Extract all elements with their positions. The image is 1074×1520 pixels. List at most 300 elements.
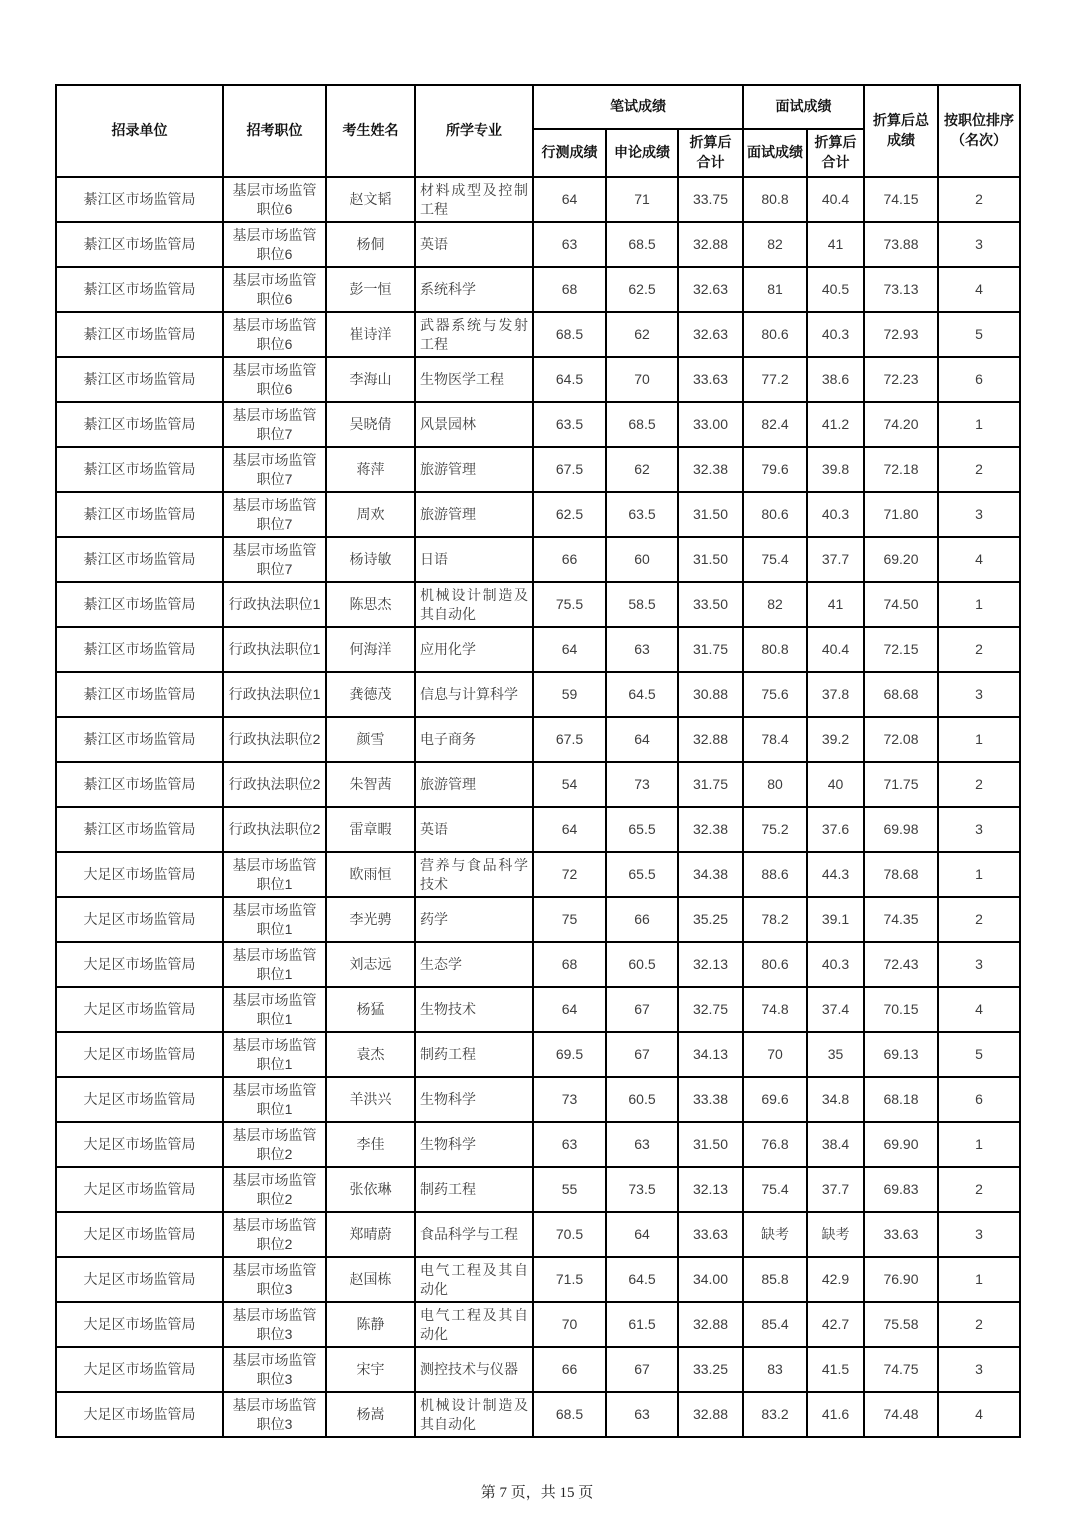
cell-written-converted: 32.63 (678, 312, 743, 357)
col-header-shenlun: 申论成绩 (606, 129, 678, 177)
cell-written-converted: 31.75 (678, 627, 743, 672)
cell-written-converted: 34.13 (678, 1032, 743, 1077)
cell-total-score: 75.58 (864, 1302, 938, 1347)
table-row (56, 1347, 1020, 1392)
cell-unit: 綦江区市场监管局 (56, 357, 223, 402)
cell-xingce-score: 70.5 (533, 1212, 606, 1257)
cell-rank: 1 (938, 582, 1020, 627)
table-row (56, 267, 1020, 312)
cell-major: 电气工程及其自动化 (415, 1257, 533, 1302)
col-header-total (864, 85, 938, 177)
cell-shenlun-score: 70 (606, 357, 678, 402)
cell-shenlun-score: 68.5 (606, 402, 678, 447)
cell-interview-converted: 40.4 (807, 627, 864, 672)
cell-major: 应用化学 (415, 627, 533, 672)
cell-major: 英语 (415, 222, 533, 267)
table-row (56, 447, 1020, 492)
table-row (56, 717, 1020, 762)
cell-xingce-score: 55 (533, 1167, 606, 1212)
col-header-written-converted-label: 折算后合计 (689, 134, 732, 170)
cell-total-score: 71.75 (864, 762, 938, 807)
cell-interview-converted: 41.6 (807, 1392, 864, 1437)
cell-written-converted: 32.75 (678, 987, 743, 1032)
cell-xingce-score: 68.5 (533, 1392, 606, 1437)
cell-xingce-score: 75.5 (533, 582, 606, 627)
cell-shenlun-score: 64 (606, 717, 678, 762)
cell-name: 赵文韬 (326, 177, 415, 222)
cell-total-score: 74.20 (864, 402, 938, 447)
cell-name: 杨诗敏 (326, 537, 415, 582)
cell-unit: 綦江区市场监管局 (56, 717, 223, 762)
cell-interview-score: 75.4 (743, 537, 807, 582)
cell-shenlun-score: 64.5 (606, 1257, 678, 1302)
cell-written-converted: 32.88 (678, 1302, 743, 1347)
cell-interview-score: 83.2 (743, 1392, 807, 1437)
cell-interview-converted: 37.8 (807, 672, 864, 717)
cell-shenlun-score: 63 (606, 1392, 678, 1437)
col-header-written-group: 笔试成绩 (533, 85, 743, 129)
cell-xingce-score: 68 (533, 267, 606, 312)
cell-written-converted: 32.63 (678, 267, 743, 312)
cell-rank: 1 (938, 1257, 1020, 1302)
col-header-interview-converted-label: 折算后合计 (814, 134, 857, 170)
cell-position: 行政执法职位2 (223, 762, 326, 807)
cell-interview-score: 81 (743, 267, 807, 312)
cell-total-score: 72.08 (864, 717, 938, 762)
cell-interview-score: 缺考 (743, 1212, 807, 1257)
cell-major: 制药工程 (415, 1167, 533, 1212)
cell-interview-score: 76.8 (743, 1122, 807, 1167)
cell-unit: 大足区市场监管局 (56, 1032, 223, 1077)
cell-rank: 2 (938, 1167, 1020, 1212)
cell-interview-converted: 39.1 (807, 897, 864, 942)
table-row (56, 762, 1020, 807)
table-row (56, 627, 1020, 672)
cell-interview-score: 82.4 (743, 402, 807, 447)
cell-xingce-score: 64 (533, 177, 606, 222)
cell-unit: 大足区市场监管局 (56, 1257, 223, 1302)
cell-major: 生物科学 (415, 1077, 533, 1122)
cell-major: 英语 (415, 807, 533, 852)
cell-rank: 4 (938, 537, 1020, 582)
cell-position: 基层市场监管职位1 (223, 852, 326, 897)
cell-position: 基层市场监管职位1 (223, 942, 326, 987)
cell-interview-converted: 41 (807, 222, 864, 267)
cell-total-score: 69.90 (864, 1122, 938, 1167)
cell-written-converted: 33.63 (678, 357, 743, 402)
cell-unit: 綦江区市场监管局 (56, 177, 223, 222)
cell-position: 基层市场监管职位1 (223, 897, 326, 942)
col-header-rank: 按职位排序（名次） (938, 85, 1020, 177)
cell-interview-score: 82 (743, 582, 807, 627)
cell-xingce-score: 63 (533, 1122, 606, 1167)
cell-interview-converted: 40.3 (807, 942, 864, 987)
cell-rank: 3 (938, 672, 1020, 717)
cell-interview-converted: 44.3 (807, 852, 864, 897)
cell-interview-score: 78.2 (743, 897, 807, 942)
cell-position: 基层市场监管职位3 (223, 1257, 326, 1302)
cell-shenlun-score: 61.5 (606, 1302, 678, 1347)
cell-xingce-score: 66 (533, 537, 606, 582)
cell-name: 杨猛 (326, 987, 415, 1032)
col-header-interview-converted (807, 129, 864, 177)
cell-interview-converted: 38.6 (807, 357, 864, 402)
col-header-total-label: 折算后总成绩 (873, 112, 929, 148)
cell-total-score: 78.68 (864, 852, 938, 897)
cell-major: 生态学 (415, 942, 533, 987)
cell-interview-score: 79.6 (743, 447, 807, 492)
cell-interview-score: 69.6 (743, 1077, 807, 1122)
cell-total-score: 73.13 (864, 267, 938, 312)
cell-written-converted: 31.50 (678, 537, 743, 582)
cell-position: 行政执法职位2 (223, 807, 326, 852)
cell-major: 机械设计制造及其自动化 (415, 1392, 533, 1437)
cell-name: 吴晓倩 (326, 402, 415, 447)
cell-interview-converted: 39.8 (807, 447, 864, 492)
cell-position: 行政执法职位1 (223, 672, 326, 717)
cell-name: 颜雪 (326, 717, 415, 762)
cell-written-converted: 33.25 (678, 1347, 743, 1392)
table-row (56, 312, 1020, 357)
cell-xingce-score: 64 (533, 627, 606, 672)
table-row (56, 1167, 1020, 1212)
cell-xingce-score: 68 (533, 942, 606, 987)
cell-total-score: 74.50 (864, 582, 938, 627)
table-row (56, 987, 1020, 1032)
col-header-major: 所学专业 (415, 85, 533, 177)
cell-interview-converted: 40.5 (807, 267, 864, 312)
cell-major: 制药工程 (415, 1032, 533, 1077)
cell-unit: 大足区市场监管局 (56, 942, 223, 987)
table-row (56, 357, 1020, 402)
cell-total-score: 72.93 (864, 312, 938, 357)
cell-shenlun-score: 63.5 (606, 492, 678, 537)
cell-written-converted: 32.38 (678, 807, 743, 852)
cell-interview-score: 83 (743, 1347, 807, 1392)
cell-major: 生物科学 (415, 1122, 533, 1167)
cell-xingce-score: 64 (533, 987, 606, 1032)
cell-rank: 2 (938, 1302, 1020, 1347)
table-row (56, 1257, 1020, 1302)
cell-interview-score: 82 (743, 222, 807, 267)
cell-interview-converted: 39.2 (807, 717, 864, 762)
cell-written-converted: 34.00 (678, 1257, 743, 1302)
cell-major: 生物医学工程 (415, 357, 533, 402)
cell-xingce-score: 63 (533, 222, 606, 267)
cell-position: 基层市场监管职位6 (223, 312, 326, 357)
cell-shenlun-score: 67 (606, 1347, 678, 1392)
cell-major: 机械设计制造及其自动化 (415, 582, 533, 627)
cell-unit: 大足区市场监管局 (56, 897, 223, 942)
cell-position: 基层市场监管职位6 (223, 222, 326, 267)
cell-rank: 3 (938, 807, 1020, 852)
cell-name: 宋宇 (326, 1347, 415, 1392)
cell-xingce-score: 59 (533, 672, 606, 717)
col-header-name: 考生姓名 (326, 85, 415, 177)
cell-position: 基层市场监管职位6 (223, 177, 326, 222)
table-row (56, 807, 1020, 852)
cell-written-converted: 33.00 (678, 402, 743, 447)
cell-xingce-score: 71.5 (533, 1257, 606, 1302)
cell-total-score: 72.15 (864, 627, 938, 672)
table-row (56, 1212, 1020, 1257)
cell-rank: 5 (938, 1032, 1020, 1077)
cell-shenlun-score: 68.5 (606, 222, 678, 267)
cell-name: 崔诗洋 (326, 312, 415, 357)
cell-unit: 綦江区市场监管局 (56, 492, 223, 537)
cell-shenlun-score: 65.5 (606, 807, 678, 852)
table-row (56, 582, 1020, 627)
cell-written-converted: 32.13 (678, 942, 743, 987)
cell-unit: 綦江区市场监管局 (56, 627, 223, 672)
cell-interview-converted: 37.4 (807, 987, 864, 1032)
cell-total-score: 69.20 (864, 537, 938, 582)
cell-written-converted: 32.13 (678, 1167, 743, 1212)
cell-shenlun-score: 63 (606, 1122, 678, 1167)
cell-xingce-score: 69.5 (533, 1032, 606, 1077)
cell-written-converted: 32.88 (678, 222, 743, 267)
cell-written-converted: 33.63 (678, 1212, 743, 1257)
cell-interview-converted: 42.9 (807, 1257, 864, 1302)
cell-interview-score: 88.6 (743, 852, 807, 897)
cell-rank: 2 (938, 762, 1020, 807)
cell-unit: 綦江区市场监管局 (56, 807, 223, 852)
cell-written-converted: 34.38 (678, 852, 743, 897)
cell-name: 蒋萍 (326, 447, 415, 492)
cell-total-score: 72.18 (864, 447, 938, 492)
cell-xingce-score: 67.5 (533, 447, 606, 492)
cell-xingce-score: 54 (533, 762, 606, 807)
cell-position: 基层市场监管职位3 (223, 1302, 326, 1347)
cell-name: 刘志远 (326, 942, 415, 987)
cell-total-score: 74.75 (864, 1347, 938, 1392)
cell-interview-score: 77.2 (743, 357, 807, 402)
cell-written-converted: 33.50 (678, 582, 743, 627)
cell-position: 基层市场监管职位2 (223, 1122, 326, 1167)
cell-interview-converted: 41.5 (807, 1347, 864, 1392)
cell-interview-score: 80.6 (743, 312, 807, 357)
cell-interview-score: 78.4 (743, 717, 807, 762)
cell-total-score: 72.43 (864, 942, 938, 987)
cell-written-converted: 32.38 (678, 447, 743, 492)
cell-unit: 綦江区市场监管局 (56, 762, 223, 807)
cell-shenlun-score: 67 (606, 1032, 678, 1077)
col-header-interview-group: 面试成绩 (743, 85, 864, 129)
cell-interview-score: 74.8 (743, 987, 807, 1032)
cell-xingce-score: 73 (533, 1077, 606, 1122)
cell-position: 行政执法职位2 (223, 717, 326, 762)
cell-unit: 大足区市场监管局 (56, 1077, 223, 1122)
cell-written-converted: 31.50 (678, 492, 743, 537)
cell-position: 基层市场监管职位7 (223, 447, 326, 492)
cell-unit: 大足区市场监管局 (56, 852, 223, 897)
table-row (56, 222, 1020, 267)
cell-rank: 2 (938, 897, 1020, 942)
col-header-written-converted (678, 129, 743, 177)
cell-xingce-score: 67.5 (533, 717, 606, 762)
cell-major: 日语 (415, 537, 533, 582)
cell-written-converted: 32.88 (678, 1392, 743, 1437)
cell-total-score: 74.35 (864, 897, 938, 942)
cell-shenlun-score: 64.5 (606, 672, 678, 717)
col-header-xingce: 行测成绩 (533, 129, 606, 177)
cell-unit: 綦江区市场监管局 (56, 222, 223, 267)
table-row (56, 672, 1020, 717)
cell-rank: 3 (938, 1212, 1020, 1257)
cell-shenlun-score: 64 (606, 1212, 678, 1257)
cell-xingce-score: 75 (533, 897, 606, 942)
cell-unit: 大足区市场监管局 (56, 1167, 223, 1212)
cell-name: 彭一恒 (326, 267, 415, 312)
cell-interview-converted: 38.4 (807, 1122, 864, 1167)
cell-name: 李佳 (326, 1122, 415, 1167)
cell-total-score: 69.13 (864, 1032, 938, 1077)
cell-major: 风景园林 (415, 402, 533, 447)
cell-name: 欧雨恒 (326, 852, 415, 897)
cell-name: 陈静 (326, 1302, 415, 1347)
table-row (56, 1392, 1020, 1437)
cell-shenlun-score: 65.5 (606, 852, 678, 897)
cell-written-converted: 31.50 (678, 1122, 743, 1167)
cell-xingce-score: 66 (533, 1347, 606, 1392)
cell-major: 武器系统与发射工程 (415, 312, 533, 357)
cell-name: 杨嵩 (326, 1392, 415, 1437)
cell-rank: 1 (938, 402, 1020, 447)
cell-xingce-score: 62.5 (533, 492, 606, 537)
cell-interview-converted: 40.3 (807, 492, 864, 537)
cell-position: 基层市场监管职位7 (223, 402, 326, 447)
cell-interview-score: 75.2 (743, 807, 807, 852)
cell-rank: 1 (938, 1122, 1020, 1167)
page-footer: 第 7 页，共 15 页 (480, 1485, 594, 1501)
table-row (56, 1302, 1020, 1347)
cell-unit: 綦江区市场监管局 (56, 267, 223, 312)
cell-total-score: 68.68 (864, 672, 938, 717)
cell-name: 朱智茜 (326, 762, 415, 807)
cell-interview-converted: 37.6 (807, 807, 864, 852)
cell-unit: 綦江区市场监管局 (56, 312, 223, 357)
cell-unit: 綦江区市场监管局 (56, 672, 223, 717)
cell-name: 郑晴蔚 (326, 1212, 415, 1257)
cell-unit: 綦江区市场监管局 (56, 447, 223, 492)
cell-total-score: 74.48 (864, 1392, 938, 1437)
table-row (56, 1077, 1020, 1122)
cell-name: 羊洪兴 (326, 1077, 415, 1122)
cell-rank: 3 (938, 942, 1020, 987)
cell-rank: 5 (938, 312, 1020, 357)
cell-name: 李光骋 (326, 897, 415, 942)
cell-shenlun-score: 73.5 (606, 1167, 678, 1212)
cell-xingce-score: 68.5 (533, 312, 606, 357)
cell-xingce-score: 72 (533, 852, 606, 897)
cell-major: 食品科学与工程 (415, 1212, 533, 1257)
cell-shenlun-score: 62 (606, 447, 678, 492)
col-header-interview-score: 面试成绩 (743, 129, 807, 177)
cell-xingce-score: 64.5 (533, 357, 606, 402)
cell-rank: 1 (938, 852, 1020, 897)
cell-unit: 大足区市场监管局 (56, 987, 223, 1032)
cell-shenlun-score: 63 (606, 627, 678, 672)
cell-unit: 綦江区市场监管局 (56, 537, 223, 582)
cell-unit: 大足区市场监管局 (56, 1122, 223, 1167)
cell-shenlun-score: 58.5 (606, 582, 678, 627)
table-row (56, 402, 1020, 447)
cell-total-score: 72.23 (864, 357, 938, 402)
cell-major: 旅游管理 (415, 447, 533, 492)
cell-name: 周欢 (326, 492, 415, 537)
cell-major: 药学 (415, 897, 533, 942)
cell-major: 信息与计算科学 (415, 672, 533, 717)
cell-written-converted: 30.88 (678, 672, 743, 717)
cell-total-score: 69.83 (864, 1167, 938, 1212)
cell-shenlun-score: 71 (606, 177, 678, 222)
cell-shenlun-score: 66 (606, 897, 678, 942)
cell-name: 李海山 (326, 357, 415, 402)
cell-unit: 大足区市场监管局 (56, 1347, 223, 1392)
cell-major: 测控技术与仪器 (415, 1347, 533, 1392)
cell-major: 电气工程及其自动化 (415, 1302, 533, 1347)
cell-written-converted: 32.88 (678, 717, 743, 762)
cell-name: 陈思杰 (326, 582, 415, 627)
cell-interview-converted: 35 (807, 1032, 864, 1077)
table-row (56, 1122, 1020, 1167)
cell-interview-converted: 40.4 (807, 177, 864, 222)
cell-rank: 4 (938, 987, 1020, 1032)
cell-total-score: 68.18 (864, 1077, 938, 1122)
cell-rank: 4 (938, 267, 1020, 312)
score-table (55, 84, 1021, 1438)
cell-shenlun-score: 67 (606, 987, 678, 1032)
cell-interview-score: 70 (743, 1032, 807, 1077)
cell-interview-score: 75.4 (743, 1167, 807, 1212)
cell-shenlun-score: 60.5 (606, 942, 678, 987)
cell-unit: 綦江区市场监管局 (56, 582, 223, 627)
cell-interview-converted: 40 (807, 762, 864, 807)
cell-interview-score: 80.8 (743, 177, 807, 222)
cell-rank: 6 (938, 1077, 1020, 1122)
cell-major: 材料成型及控制工程 (415, 177, 533, 222)
cell-major: 旅游管理 (415, 492, 533, 537)
table-row (56, 537, 1020, 582)
table-row (56, 942, 1020, 987)
cell-name: 赵国栋 (326, 1257, 415, 1302)
cell-shenlun-score: 60 (606, 537, 678, 582)
cell-interview-converted: 34.8 (807, 1077, 864, 1122)
table-row (56, 492, 1020, 537)
cell-position: 基层市场监管职位6 (223, 267, 326, 312)
cell-rank: 1 (938, 717, 1020, 762)
cell-position: 行政执法职位1 (223, 627, 326, 672)
cell-xingce-score: 70 (533, 1302, 606, 1347)
cell-name: 雷章暇 (326, 807, 415, 852)
cell-position: 基层市场监管职位2 (223, 1167, 326, 1212)
cell-xingce-score: 64 (533, 807, 606, 852)
cell-shenlun-score: 62 (606, 312, 678, 357)
cell-written-converted: 31.75 (678, 762, 743, 807)
cell-position: 基层市场监管职位3 (223, 1347, 326, 1392)
cell-unit: 大足区市场监管局 (56, 1212, 223, 1257)
cell-position: 基层市场监管职位1 (223, 1032, 326, 1077)
cell-unit: 大足区市场监管局 (56, 1302, 223, 1347)
cell-xingce-score: 63.5 (533, 402, 606, 447)
cell-rank: 6 (938, 357, 1020, 402)
cell-interview-converted: 42.7 (807, 1302, 864, 1347)
cell-interview-score: 85.8 (743, 1257, 807, 1302)
cell-major: 系统科学 (415, 267, 533, 312)
cell-name: 龚德茂 (326, 672, 415, 717)
cell-interview-score: 80 (743, 762, 807, 807)
cell-interview-converted: 41 (807, 582, 864, 627)
